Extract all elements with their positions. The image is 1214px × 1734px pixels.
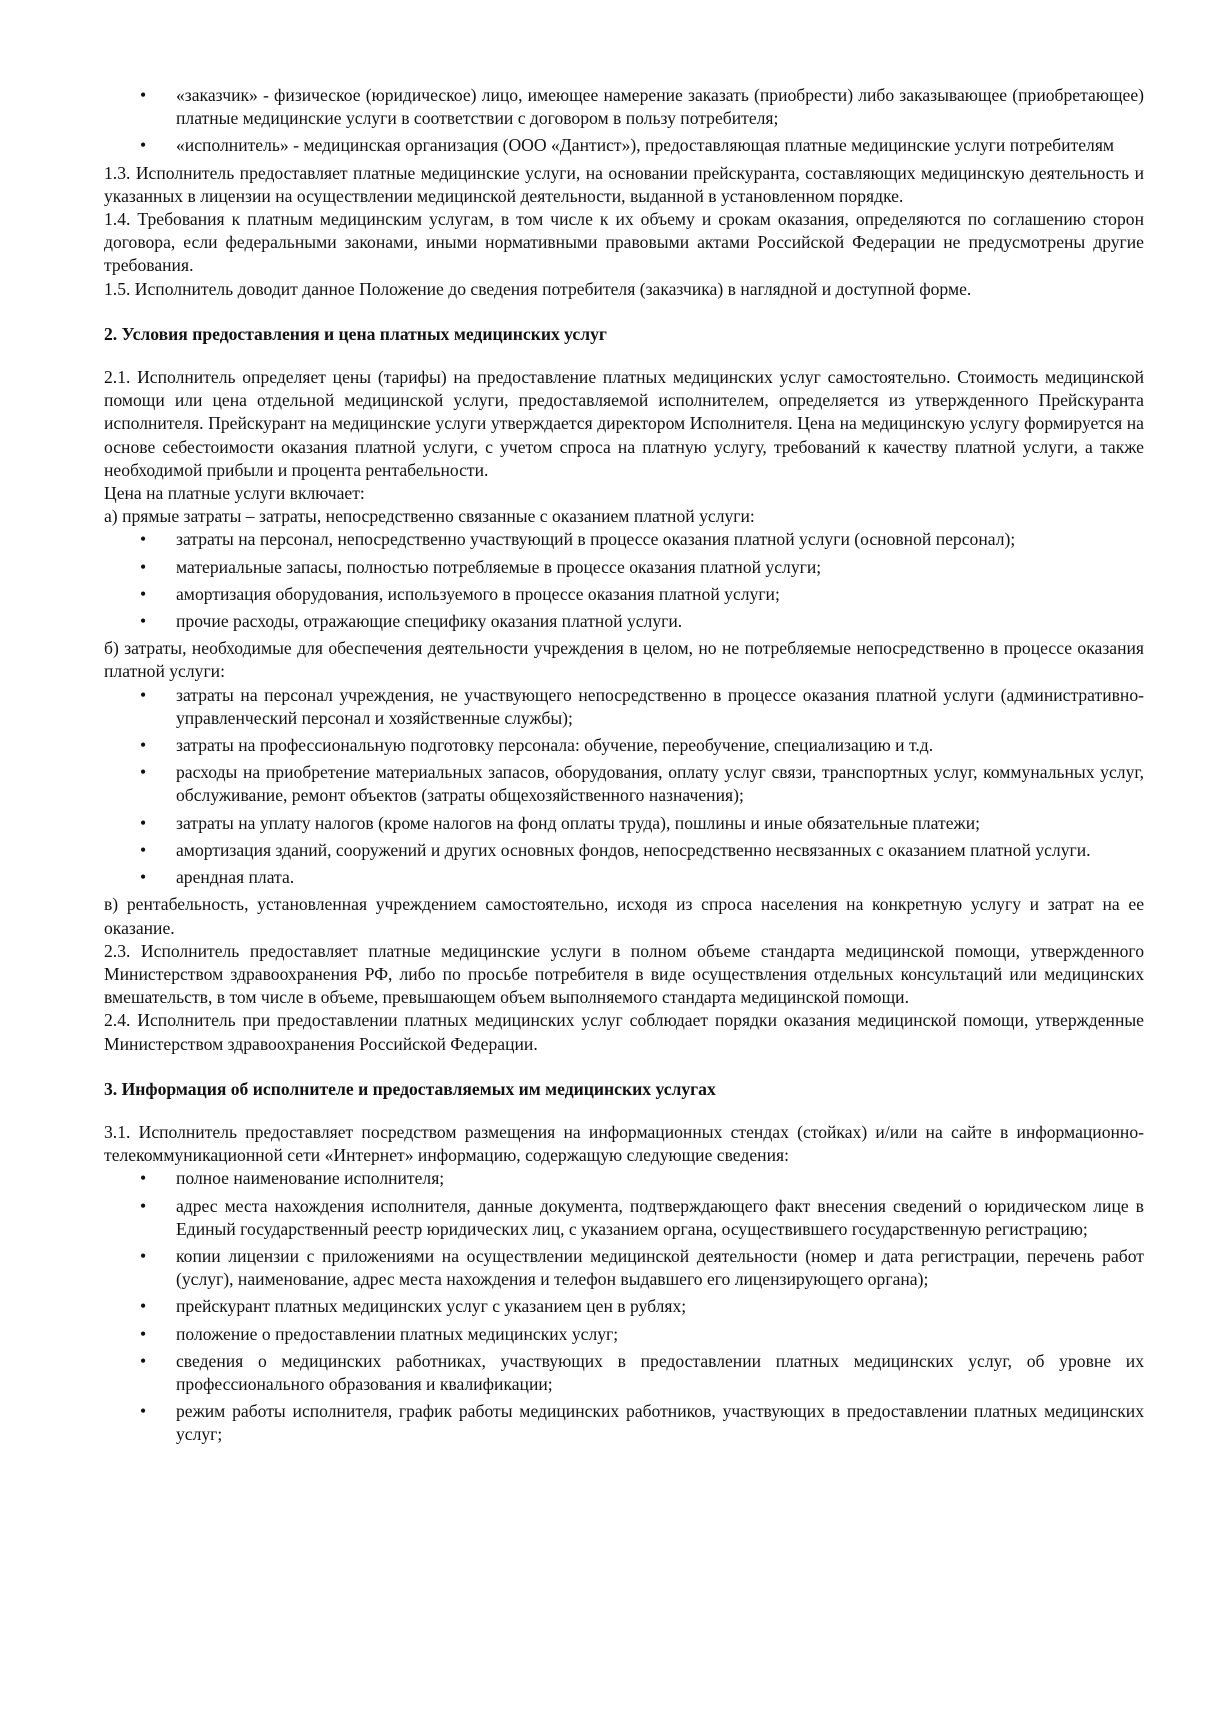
list-item: • затраты на профессиональную подготовку персонала: обучение, переобучение, специализацию и т.д.	[104, 734, 1144, 757]
list-item: • «исполнитель» - медицинская организация (ООО «Дантист»), предоставляющая платные медицинские услуги потребителям	[104, 134, 1144, 157]
document-page	[104, 84, 1144, 1451]
list-item: • прейскурант платных медицинских услуг с указанием цен в рублях;	[104, 1295, 1144, 1318]
provider-info-list	[104, 1167, 1144, 1446]
price-includes-label: Цена на платные услуги включает:	[104, 483, 365, 504]
paragraph-1-4: 1.4. Требования к платным медицинским услугам, в том числе к их объему и срокам оказания, определяются по соглашению сторон договора, если федеральными законами, иными нормативными правовыми актами Российской Федерации не предусмотрены другие требования.	[104, 209, 1144, 276]
list-item: • затраты на персонал, непосредственно участвующий в процессе оказания платной услуги (основной персонал);	[104, 528, 1144, 551]
paragraph-2-3: 2.3. Исполнитель предоставляет платные медицинские услуги в полном объеме стандарта медицинской помощи, утвержденного Министерством здравоохранения РФ, либо по просьбе потребителя в виде осуществления отдельных консультаций или медицинских вмешательств, в том числе в объеме, превышающем объем выполняемого стандарта медицинской помощи.	[104, 940, 1144, 1008]
list-item: • материальные запасы, полностью потребляемые в процессе оказания платной услуги;	[104, 556, 1144, 579]
intro-definitions-list	[104, 84, 1144, 158]
list-item: • затраты на уплату налогов (кроме налогов на фонд оплаты труда), пошлины и иные обязательные платежи;	[104, 812, 1144, 835]
list-item: • расходы на приобретение материальных запасов, оборудования, оплату услуг связи, транспортных услуг, коммунальных услуг, обслуживание, ремонт объектов (затраты общехозяйственного назначения);	[104, 761, 1144, 807]
list-item: • адрес места нахождения исполнителя, данные документа, подтверждающего факт внесения сведений о юридическом лице в Единый государственный реестр юридических лиц, с указанием органа, осуществившего государственную регистрацию;	[104, 1195, 1144, 1241]
paragraph-3-1: 3.1. Исполнитель предоставляет посредством размещения на информационных стендах (стойках) и/или на сайте в информационно-телекоммуникационной сети «Интернет» информацию, содержащую следующие сведения:	[104, 1121, 1144, 1166]
indirect-costs-list	[104, 684, 1144, 890]
direct-costs-list	[104, 528, 1144, 633]
list-item: • затраты на персонал учреждения, не участвующего непосредственно в процессе оказания платной услуги (административно-управленческий персонал и хозяйственные службы);	[104, 684, 1144, 730]
direct-costs-label: а) прямые затраты – затраты, непосредственно связанные с оказанием платной услуги:	[104, 506, 755, 527]
paragraph-2-1: 2.1. Исполнитель определяет цены (тарифы) на предоставление платных медицинских услуг самостоятельно. Стоимость медицинской помощи или цена отдельной медицинской услуги, предоставляемой исполнителем, определяется из утвержденного Прейскуранта исполнителя. Прейскурант на медицинские услуги утверждается директором Исполнителя. Цена на медицинскую услугу формируется на основе себестоимости оказания платной услуги, с учетом спроса на платную услугу, требований к качеству платной услуги, а также необходимой прибыли и процента рентабельности.	[104, 367, 1144, 480]
list-item: • амортизация зданий, сооружений и других основных фондов, непосредственно несвязанных с оказанием платной услуги.	[104, 839, 1144, 862]
profitability-label: в) рентабельность, установленная учреждением самостоятельно, исходя из спроса населения на конкретную услугу и затрат на ее оказание.	[104, 894, 1144, 938]
list-item: • сведения о медицинских работниках, участвующих в предоставлении платных медицинских услуг, об уровне их профессионального образования и квалификации;	[104, 1350, 1144, 1396]
list-item: • полное наименование исполнителя;	[104, 1167, 1144, 1190]
section-3-heading: 3. Информация об исполнителе и предоставляемых им медицинских услугах	[104, 1078, 716, 1099]
indirect-costs-label: б) затраты, необходимые для обеспечения деятельности учреждения в целом, но не потребляемые непосредственно в процессе оказания платной услуги:	[104, 638, 1144, 682]
paragraph-1-3: 1.3. Исполнитель предоставляет платные медицинские услуги, на основании прейскуранта, составляющих медицинскую деятельность и указанных в лицензии на осуществлении медицинской деятельности, выданной в установленном порядке.	[104, 162, 1144, 206]
list-item: • режим работы исполнителя, график работы медицинских работников, участвующих в предоставлении платных медицинских услуг;	[104, 1400, 1144, 1446]
paragraph-2-4: 2.4. Исполнитель при предоставлении платных медицинских услуг соблюдает порядки оказания медицинской помощи, утвержденные Министерством здравоохранения Российской Федерации.	[104, 1010, 1144, 1054]
list-item: • арендная плата.	[104, 866, 1144, 889]
list-item: • положение о предоставлении платных медицинских услуг;	[104, 1323, 1144, 1346]
list-item: • «заказчик» - физическое (юридическое) лицо, имеющее намерение заказать (приобрести) либо заказывающее (приобретающее) платные медицинские услуги в соответствии с договором в пользу потребителя;	[104, 84, 1144, 130]
paragraph-1-5: 1.5. Исполнитель доводит данное Положение до сведения потребителя (заказчика) в наглядной и доступной форме.	[104, 278, 972, 299]
list-item: • амортизация оборудования, используемого в процессе оказания платной услуги;	[104, 583, 1144, 606]
section-2-heading: 2. Условия предоставления и цена платных медицинских услуг	[104, 323, 607, 344]
list-item: • копии лицензии с приложениями на осуществлении медицинской деятельности (номер и дата регистрации, перечень работ (услуг), наименование, адрес места нахождения и телефон выдавшего его лицензирующего органа);	[104, 1245, 1144, 1291]
list-item: • прочие расходы, отражающие специфику оказания платной услуги.	[104, 610, 1144, 633]
